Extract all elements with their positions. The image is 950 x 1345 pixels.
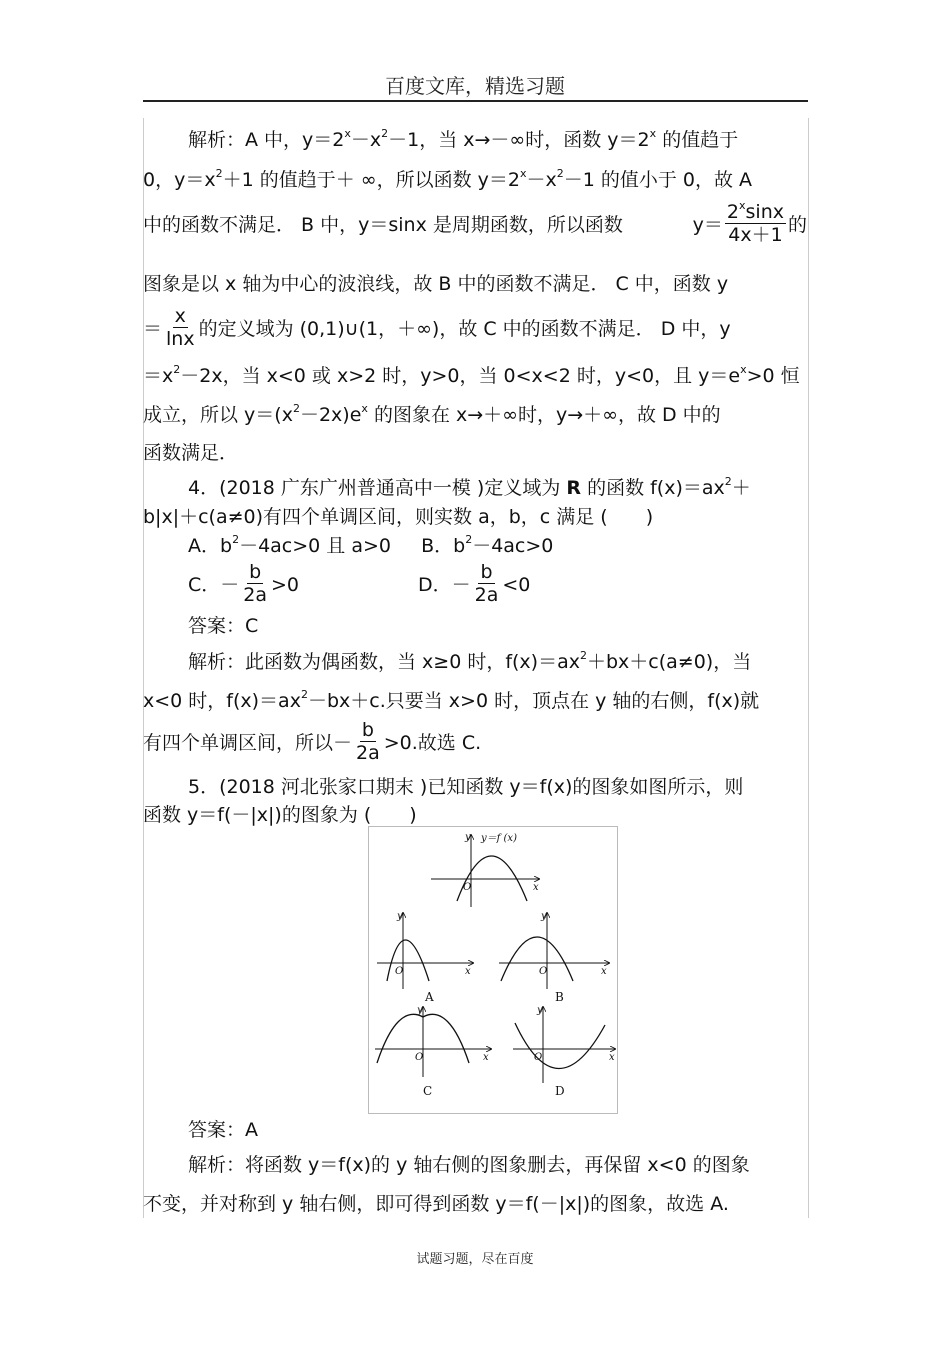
svg-text:D: D: [555, 1084, 565, 1098]
q4-option-c: C．－ $\frac{b}{2a}$ >0: [188, 560, 300, 606]
page-footer: 试题习题，尽在百度: [416, 1252, 534, 1267]
q4-options-ab: [188, 534, 808, 558]
q4-exp-line-2: x<0 时，$f(x)=ax^2-bx+c$.只要当 x>0 时，顶点在 y 轴的右侧，f(x)就: [143, 688, 760, 712]
q5-exp-line-1: 解析：将函数 y＝f(x)的 y 轴右侧的图象删去，再保留 x<0 的图象: [188, 1154, 750, 1176]
graph-option-a: [377, 911, 473, 1004]
q3-exp-line-2: 0，$y=x^2+1$ 的值趋于＋ ∞，所以函数 $y=2^x-x^2-1$ 的值小于 0，故 A: [143, 167, 753, 191]
q4-stem-line-1: 4．(2018 广东广州普通高中一模 )定义域为 R 的函数 $f(x)=ax^2+$: [188, 475, 751, 499]
fraction-x-lnx: $\frac{x}{\ln x}$: [166, 304, 195, 350]
svg-text:O: O: [395, 966, 404, 977]
graph-original: [431, 832, 539, 907]
q3-exp-line-8: 函数满足．: [143, 442, 239, 464]
svg-text:y: y: [397, 911, 403, 922]
q3-exp-line-4: 图象是以 x 轴为中心的波浪线，故 B 中的函数不满足． C 中，函数 y: [143, 273, 729, 295]
svg-text:y: y: [465, 832, 471, 843]
graph-option-c: [375, 1005, 491, 1098]
q3-exp-line-1: 解析：A 中，$y=2^x-x^2-1$，当 x→－∞时，函数 $y=2^x$ 的值趋于: [188, 127, 739, 151]
q4-options-cd: [188, 561, 808, 609]
q3-exp-line-6: $=x^2-2x$，当 x<0 或 x>2 时，y>0，当 0<x<2 时，y<0，且 $y=e^x>0$ 恒: [143, 363, 800, 387]
svg-text:y: y: [417, 1005, 423, 1016]
svg-text:x: x: [533, 882, 539, 893]
q4-option-a: A．$b^2-4ac>0$ 且 a>0: [188, 533, 391, 557]
svg-text:B: B: [555, 990, 564, 1004]
svg-text:O: O: [415, 1052, 424, 1063]
svg-text:y: y: [537, 1005, 543, 1016]
svg-text:O: O: [463, 882, 472, 893]
q5-answer: 答案：A: [188, 1119, 258, 1141]
header-rule: [143, 100, 808, 102]
q3-exp-line-7: 成立，所以 $y=(x^2-2x)e^x$ 的图象在 x→＋∞时，y→＋∞，故 D 中的: [143, 402, 721, 426]
label-y-eq-fx: y＝f (x): [481, 833, 517, 844]
q4-option-b: B．$b^2-4ac>0$: [421, 533, 554, 557]
q5-stem-line-1: 5．(2018 河北张家口期末 )已知函数 y＝f(x)的图象如图所示，则: [188, 776, 744, 798]
svg-text:x: x: [465, 966, 471, 977]
q4-option-d: D．－ $\frac{b}{2a}$ <0: [418, 560, 531, 606]
svg-text:C: C: [423, 1084, 433, 1098]
q4-exp-line-3: 有四个单调区间，所以－ $\frac{b}{2a}$ >0.故选 C.: [143, 718, 482, 764]
q5-exp-line-2: 不变，并对称到 y 轴右侧，即可得到函数 y＝f(－|x|)的图象，故选 A.: [143, 1193, 729, 1215]
q5-stem-line-2: 函数 y＝f(－|x|)的图象为 ( ): [143, 804, 417, 826]
svg-text:x: x: [609, 1052, 615, 1063]
svg-text:x: x: [601, 966, 607, 977]
svg-text:O: O: [539, 966, 548, 977]
q3-exp-line-3: 中的函数不满足． B 中，y＝sinx 是周期函数，所以函数 y＝ $\frac{2^x\sin x}{4x+1}$ 的: [143, 198, 807, 246]
q4-stem-line-2: b|x|＋c(a≠0)有四个单调区间，则实数 a，b，c 满足 ( ): [143, 506, 654, 528]
graph-option-d: [513, 1005, 615, 1098]
q4-answer: 答案：C: [188, 615, 259, 637]
svg-text:y: y: [541, 911, 547, 922]
fraction-2x-sinx: $\frac{2^x\sin x}{4x+1}$: [726, 198, 784, 246]
graph-option-b: [499, 911, 609, 1004]
svg-text:A: A: [425, 990, 434, 1004]
q3-exp-line-5: ＝ $\frac{x}{\ln x}$ 的定义域为 (0,1)∪(1，＋∞)，故 C 中的函数不满足． D 中，y: [143, 304, 731, 350]
function-graphs-figure: [368, 826, 618, 1114]
q4-exp-line-1: 解析：此函数为偶函数，当 x≥0 时，$f(x)=ax^2+bx+c(a\ne 0)$，当: [188, 649, 752, 673]
page-header-title: 百度文库，精选习题: [385, 74, 565, 98]
svg-text:O: O: [534, 1052, 543, 1063]
svg-text:x: x: [483, 1052, 489, 1063]
